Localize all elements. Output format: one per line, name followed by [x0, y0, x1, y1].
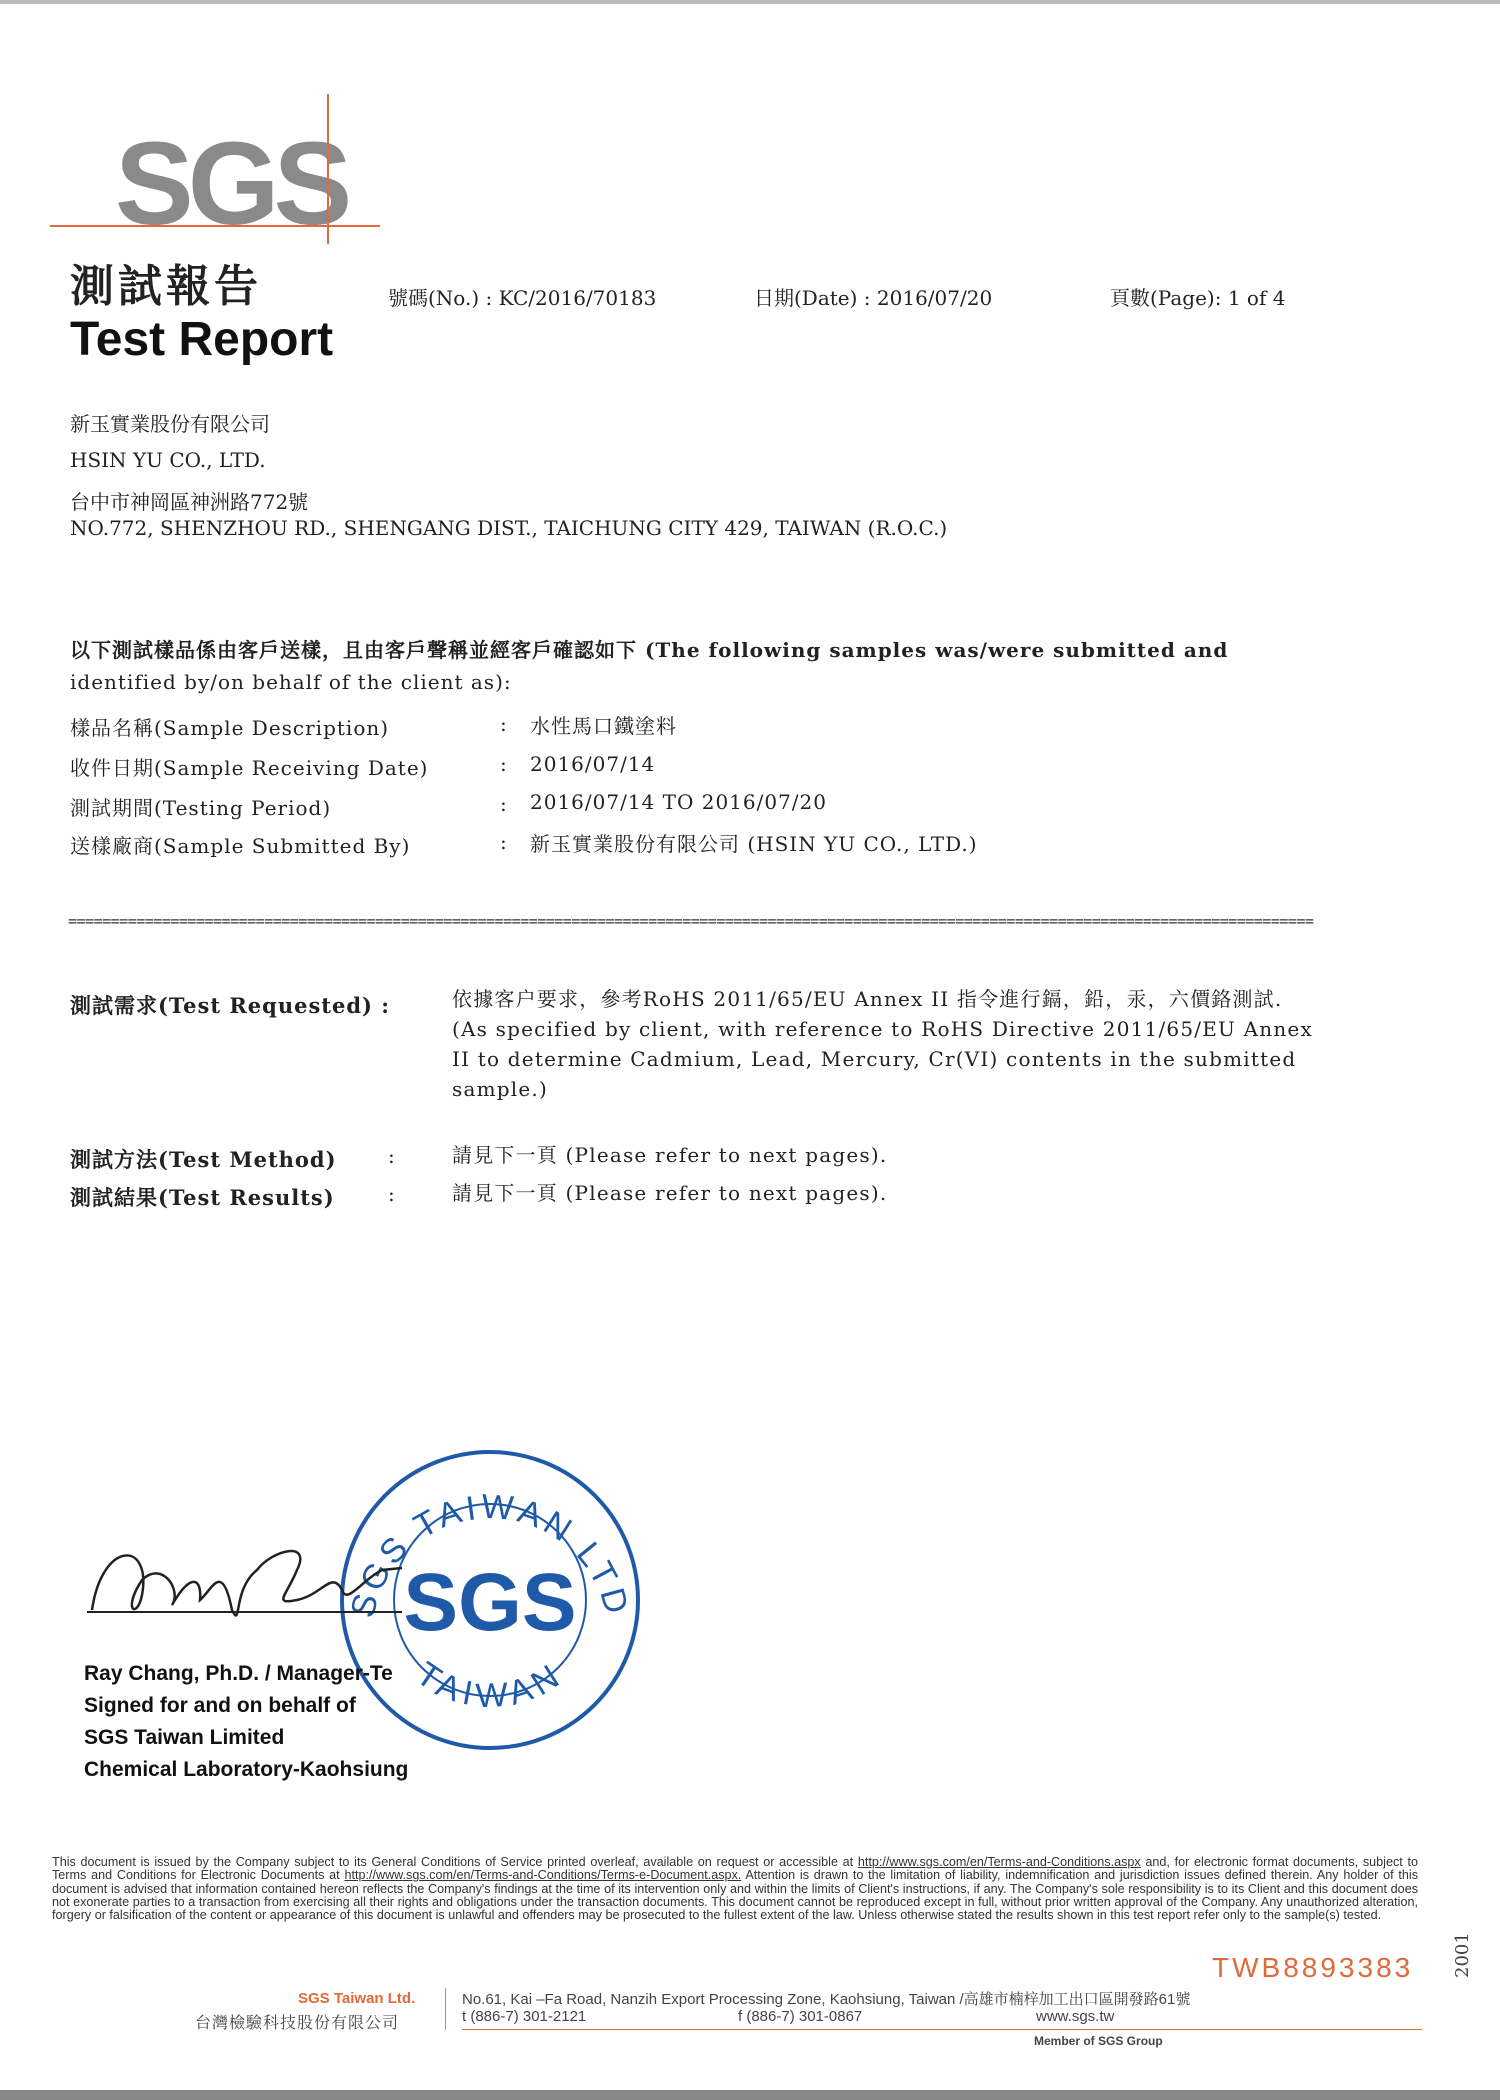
row-colon: :	[500, 712, 507, 736]
footer-telephone: t (886-7) 301-2121	[462, 2008, 587, 2025]
row-colon: :	[500, 752, 507, 776]
stamp-bottom-text: TAIWAN	[409, 1654, 571, 1716]
terms-link[interactable]: http://www.sgs.com/en/Terms-and-Conditions.aspx	[857, 1855, 1141, 1869]
test-results-colon: :	[388, 1182, 395, 1206]
test-method-label: 測試方法(Test Method)	[70, 1147, 337, 1172]
top-edge	[0, 0, 1500, 4]
side-code: 2001	[1452, 1932, 1473, 1978]
disclaimer-text	[52, 1856, 1418, 1922]
signatory-name: Ray Chang, Ph.D. / Manager-Te	[84, 1662, 393, 1685]
sgs-logo	[50, 94, 380, 244]
test-requested-line: sample.)	[452, 1077, 548, 1101]
footer-fax: f (886-7) 301-0867	[738, 2008, 863, 2025]
test-requested-line: (As specified by client, with reference to RoHS Directive 2011/65/EU Annex	[452, 1017, 1313, 1041]
footer-member: Member of SGS Group	[1034, 2034, 1163, 2048]
report-page: 頁數(Page): 1 of 4	[1110, 286, 1286, 310]
client-name-cn: 新玉實業股份有限公司	[70, 412, 270, 436]
test-results-value: 請見下一頁 (Please refer to next pages).	[452, 1181, 888, 1205]
intro-line-1: 以下測試樣品係由客戶送樣，且由客戶聲稱並經客戶確認如下 (The following samples was/were submitted and	[70, 638, 1229, 662]
handwritten-signature	[82, 1500, 412, 1630]
footer-rule	[462, 2029, 1422, 2030]
logo-text: SGS	[115, 118, 347, 244]
report-number: 號碼(No.) : KC/2016/70183	[388, 286, 657, 310]
row-colon: :	[500, 792, 507, 816]
test-method-colon: :	[388, 1144, 395, 1168]
client-address-en: NO.772, SHENZHOU RD., SHENGANG DIST., TAICHUNG CITY 429, TAIWAN (R.O.C.)	[70, 516, 948, 540]
receiving-date-value: 2016/07/14	[530, 752, 656, 776]
svg-text:TAIWAN	[409, 1655, 570, 1716]
testing-period-label: 測試期間(Testing Period)	[70, 796, 332, 820]
test-requested-line: II to determine Cadmium, Lead, Mercury, Cr(VI) contents in the submitted	[452, 1047, 1297, 1071]
stamp-center-text: SGS	[403, 1557, 577, 1648]
testing-period-value: 2016/07/14 TO 2016/07/20	[530, 790, 827, 814]
intro-line-2: identified by/on behalf of the client as):	[70, 670, 512, 694]
client-name-en: HSIN YU CO., LTD.	[70, 448, 266, 472]
disclaimer-part: This document is issued by the Company subject to its General Conditions of Service printed overleaf, available on request or accessible at	[52, 1855, 858, 1869]
signatory-block	[84, 1658, 408, 1786]
separator-line: ==================================================================================================================================================	[68, 912, 1314, 930]
footer-company-cn: 台灣檢驗科技股份有限公司	[195, 2013, 400, 2032]
footer-address: No.61, Kai –Fa Road, Nanzih Export Processing Zone, Kaohsiung, Taiwan /高雄市楠梓加工出口區開發路61號	[462, 1991, 1191, 2008]
bottom-edge	[0, 2090, 1500, 2100]
client-address-cn: 台中市神岡區神洲路772號	[70, 490, 309, 514]
signatory-line-3: SGS Taiwan Limited	[84, 1726, 285, 1749]
stamp-top-text: SGS TAIWAN LTD	[343, 1487, 637, 1622]
receiving-date-label: 收件日期(Sample Receiving Date)	[70, 756, 429, 780]
footer-company-en: SGS Taiwan Ltd.	[298, 1990, 416, 2007]
signatory-line-2: Signed for and on behalf of	[84, 1694, 356, 1717]
sample-description-label: 樣品名稱(Sample Description)	[70, 716, 390, 740]
disclaimer-part: Attention is drawn to the limitation of liability, indemnification and jurisdiction issues defined therein. Any holder of this document is advised that information contained hereon reflects the Company's findings at the time of its intervention only and within the limits of Client's instructions, if any. The Company's sole responsibility is to its Client and this document does not exonerate parties to a transaction from exercising all their rights and obligations under the transaction documents. This document cannot be reproduced except in full, without prior written approval of the Company. Any unauthorized alteration, forgery or falsification of the content or appearance of this document is unlawful and offenders may be prosecuted to the fullest extent of the law. Unless otherwise stated the results shown in this test report refer only to the sample(s) tested.	[52, 1868, 1418, 1923]
serial-number: TWB8893383	[1212, 1952, 1414, 1983]
submitted-by-label: 送樣廠商(Sample Submitted By)	[70, 834, 411, 858]
footer-website[interactable]: www.sgs.tw	[1036, 2008, 1115, 2025]
test-results-label: 測試結果(Test Results)	[70, 1185, 335, 1210]
disclaimer-part: and, for electronic format documents, subject to Terms and Conditions for Electronic Documents at	[52, 1855, 1418, 1883]
submitted-by-value: 新玉實業股份有限公司 (HSIN YU CO., LTD.)	[530, 832, 978, 856]
report-title-cn: 測試報告	[70, 261, 262, 312]
test-requested-label: 測試需求(Test Requested) :	[70, 993, 391, 1018]
test-requested-line: 依據客户要求，參考RoHS 2011/65/EU Annex II 指令進行鎘，鉛，汞，六價鉻測試.	[452, 987, 1283, 1011]
test-method-value: 請見下一頁 (Please refer to next pages).	[452, 1143, 888, 1167]
report-date: 日期(Date) : 2016/07/20	[754, 286, 993, 310]
terms-e-document-link[interactable]: http://www.sgs.com/en/Terms-and-Conditions/Terms-e-Document.aspx.	[344, 1868, 742, 1883]
footer-divider	[445, 1988, 446, 2030]
sample-description-value: 水性馬口鐵塗料	[530, 714, 677, 738]
test-requested-text	[452, 984, 1392, 1104]
signatory-line-4: Chemical Laboratory-Kaohsiung	[84, 1758, 409, 1781]
report-title-en: Test Report	[70, 313, 334, 366]
row-colon: :	[500, 830, 507, 854]
